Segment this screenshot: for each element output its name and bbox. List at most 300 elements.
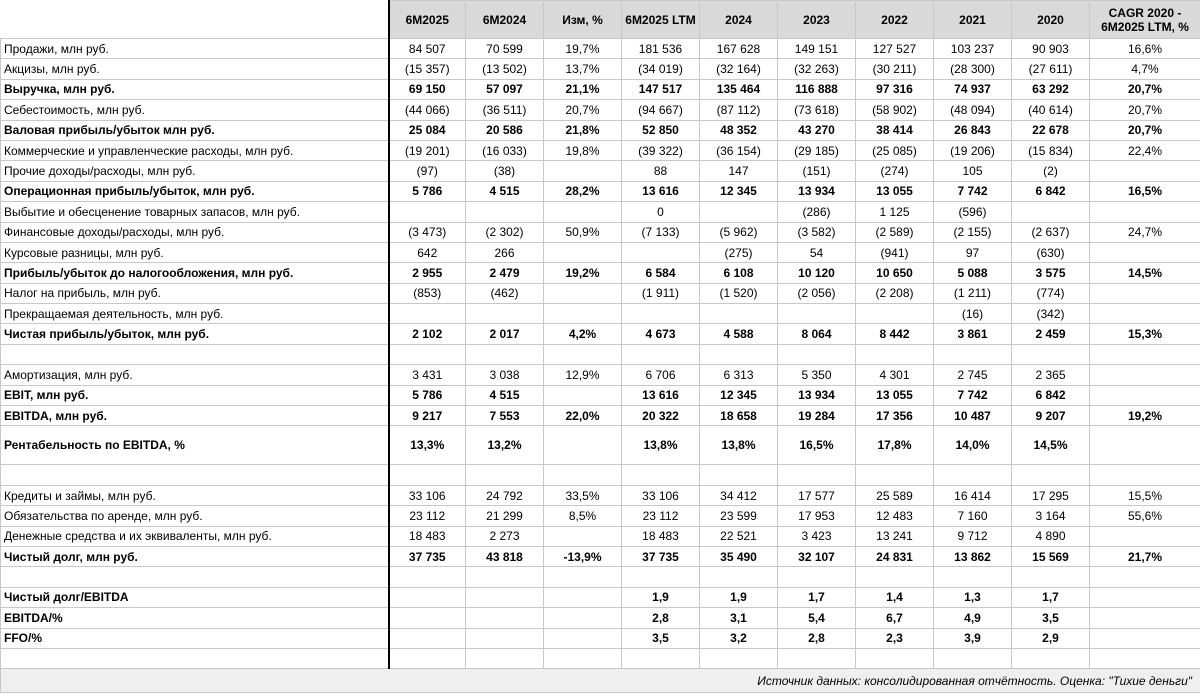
value-cell: [544, 385, 622, 405]
value-cell: 19,2%: [1090, 406, 1200, 426]
row-label: Операционная прибыль/убыток, млн руб.: [1, 181, 389, 201]
value-cell: 20,7%: [544, 100, 622, 120]
value-cell: [1090, 385, 1200, 405]
value-cell: [544, 202, 622, 222]
value-cell: 1,9: [622, 587, 700, 607]
empty-cell: [934, 465, 1012, 485]
value-cell: 17 577: [778, 485, 856, 505]
value-cell: 2 459: [1012, 324, 1090, 344]
value-cell: [466, 202, 544, 222]
value-cell: 266: [466, 242, 544, 262]
value-cell: [544, 526, 622, 546]
value-cell: [544, 161, 622, 181]
row-label: Прекращаемая деятельность, млн руб.: [1, 304, 389, 324]
value-cell: 63 292: [1012, 79, 1090, 99]
table-row: [1, 79, 1200, 99]
value-cell: (29 185): [778, 140, 856, 160]
value-cell: 14,5%: [1090, 263, 1200, 283]
value-cell: 33 106: [622, 485, 700, 505]
value-cell: 12 345: [700, 385, 778, 405]
value-cell: [466, 304, 544, 324]
empty-cell: [1012, 465, 1090, 485]
value-cell: [389, 202, 466, 222]
empty-cell: [466, 344, 544, 364]
value-cell: 13 934: [778, 385, 856, 405]
value-cell: (97): [389, 161, 466, 181]
value-cell: 2 273: [466, 526, 544, 546]
value-cell: 2 102: [389, 324, 466, 344]
empty-cell: [1090, 465, 1200, 485]
value-cell: (32 263): [778, 59, 856, 79]
empty-cell: [856, 465, 934, 485]
value-cell: [778, 304, 856, 324]
value-cell: (73 618): [778, 100, 856, 120]
value-cell: 43 270: [778, 120, 856, 140]
value-cell: (15 834): [1012, 140, 1090, 160]
value-cell: [544, 304, 622, 324]
value-cell: 3 423: [778, 526, 856, 546]
value-cell: (275): [700, 242, 778, 262]
value-cell: (36 511): [466, 100, 544, 120]
row-label: Кредиты и займы, млн руб.: [1, 485, 389, 505]
value-cell: 6 842: [1012, 385, 1090, 405]
value-cell: 8 442: [856, 324, 934, 344]
value-cell: 10 487: [934, 406, 1012, 426]
value-cell: (853): [389, 283, 466, 303]
value-cell: 149 151: [778, 39, 856, 59]
value-cell: 14,0%: [934, 426, 1012, 465]
value-cell: 13,8%: [622, 426, 700, 465]
value-cell: -13,9%: [544, 546, 622, 566]
column-header: 2024: [700, 1, 778, 39]
table-row: [1, 222, 1200, 242]
value-cell: (58 902): [856, 100, 934, 120]
table-row: [1, 304, 1200, 324]
empty-cell: [934, 567, 1012, 587]
value-cell: 2 479: [466, 263, 544, 283]
table-row: [1, 506, 1200, 526]
value-cell: (274): [856, 161, 934, 181]
value-cell: (30 211): [856, 59, 934, 79]
row-label: Чистый долг/EBITDA: [1, 587, 389, 607]
value-cell: 22 521: [700, 526, 778, 546]
table-row: [1, 202, 1200, 222]
column-header: 6M2024: [466, 1, 544, 39]
column-header: 2022: [856, 1, 934, 39]
value-cell: 5 786: [389, 181, 466, 201]
value-cell: [389, 628, 466, 648]
value-cell: 13,7%: [544, 59, 622, 79]
value-cell: 33 106: [389, 485, 466, 505]
empty-cell: [622, 344, 700, 364]
value-cell: 5,4: [778, 608, 856, 628]
value-cell: 23 599: [700, 506, 778, 526]
empty-cell: [1, 567, 389, 587]
value-cell: (2 637): [1012, 222, 1090, 242]
value-cell: 13,8%: [700, 426, 778, 465]
value-cell: 17 953: [778, 506, 856, 526]
table-row: [1, 608, 1200, 628]
value-cell: [389, 304, 466, 324]
table-row: [1, 283, 1200, 303]
value-cell: 15 569: [1012, 546, 1090, 566]
value-cell: (13 502): [466, 59, 544, 79]
value-cell: 13 862: [934, 546, 1012, 566]
value-cell: 135 464: [700, 79, 778, 99]
value-cell: [622, 242, 700, 262]
header-label-cell: [1, 1, 389, 39]
value-cell: 21,8%: [544, 120, 622, 140]
empty-cell: [622, 567, 700, 587]
empty-cell: [778, 567, 856, 587]
value-cell: 5 350: [778, 365, 856, 385]
empty-cell: [622, 465, 700, 485]
value-cell: 13 055: [856, 181, 934, 201]
value-cell: 25 084: [389, 120, 466, 140]
value-cell: (38): [466, 161, 544, 181]
empty-cell: [856, 648, 934, 668]
value-cell: 13,2%: [466, 426, 544, 465]
value-cell: (34 019): [622, 59, 700, 79]
value-cell: 181 536: [622, 39, 700, 59]
value-cell: (2): [1012, 161, 1090, 181]
value-cell: 55,6%: [1090, 506, 1200, 526]
value-cell: (2 155): [934, 222, 1012, 242]
value-cell: (630): [1012, 242, 1090, 262]
value-cell: 1,4: [856, 587, 934, 607]
value-cell: 4 515: [466, 385, 544, 405]
value-cell: (2 208): [856, 283, 934, 303]
value-cell: (3 582): [778, 222, 856, 242]
value-cell: [1090, 608, 1200, 628]
value-cell: (286): [778, 202, 856, 222]
value-cell: (39 322): [622, 140, 700, 160]
value-cell: [544, 608, 622, 628]
row-label: Прочие доходы/расходы, млн руб.: [1, 161, 389, 181]
row-label: EBITDA/%: [1, 608, 389, 628]
value-cell: 1,9: [700, 587, 778, 607]
value-cell: 97: [934, 242, 1012, 262]
value-cell: 2 745: [934, 365, 1012, 385]
value-cell: 17,8%: [856, 426, 934, 465]
value-cell: 4,9: [934, 608, 1012, 628]
value-cell: (44 066): [389, 100, 466, 120]
value-cell: 147: [700, 161, 778, 181]
value-cell: (5 962): [700, 222, 778, 242]
value-cell: [466, 608, 544, 628]
value-cell: [700, 304, 778, 324]
column-header: 6M2025 LTM: [622, 1, 700, 39]
value-cell: [466, 628, 544, 648]
value-cell: 12,9%: [544, 365, 622, 385]
value-cell: 20,7%: [1090, 100, 1200, 120]
empty-cell: [1012, 648, 1090, 668]
value-cell: 12 345: [700, 181, 778, 201]
value-cell: 0: [622, 202, 700, 222]
row-label: Чистая прибыль/убыток, млн руб.: [1, 324, 389, 344]
value-cell: 9 712: [934, 526, 1012, 546]
empty-cell: [544, 344, 622, 364]
value-cell: 18 483: [622, 526, 700, 546]
value-cell: 35 490: [700, 546, 778, 566]
value-cell: 48 352: [700, 120, 778, 140]
value-cell: [1090, 202, 1200, 222]
value-cell: 3,5: [1012, 608, 1090, 628]
empty-cell: [1, 465, 389, 485]
value-cell: 20 586: [466, 120, 544, 140]
value-cell: 69 150: [389, 79, 466, 99]
value-cell: 19,2%: [544, 263, 622, 283]
value-cell: [1090, 587, 1200, 607]
row-label: Обязательства по аренде, млн руб.: [1, 506, 389, 526]
value-cell: 5 786: [389, 385, 466, 405]
row-label: Выручка, млн руб.: [1, 79, 389, 99]
value-cell: (16): [934, 304, 1012, 324]
value-cell: [544, 587, 622, 607]
value-cell: 21 299: [466, 506, 544, 526]
value-cell: 34 412: [700, 485, 778, 505]
table-row: [1, 324, 1200, 344]
column-header: 2023: [778, 1, 856, 39]
value-cell: 23 112: [622, 506, 700, 526]
value-cell: (28 300): [934, 59, 1012, 79]
value-cell: 8,5%: [544, 506, 622, 526]
value-cell: [544, 426, 622, 465]
value-cell: (27 611): [1012, 59, 1090, 79]
value-cell: [1090, 628, 1200, 648]
value-cell: 25 589: [856, 485, 934, 505]
table-row: [1, 140, 1200, 160]
source-row: [1, 669, 1200, 693]
empty-cell: [778, 465, 856, 485]
value-cell: (342): [1012, 304, 1090, 324]
row-label: FFO/%: [1, 628, 389, 648]
value-cell: 15,5%: [1090, 485, 1200, 505]
table-row: [1, 39, 1200, 59]
table-row: [1, 181, 1200, 201]
value-cell: 33,5%: [544, 485, 622, 505]
value-cell: 642: [389, 242, 466, 262]
empty-cell: [778, 344, 856, 364]
table-header: [1, 1, 1200, 39]
value-cell: 70 599: [466, 39, 544, 59]
empty-cell: [544, 648, 622, 668]
value-cell: 17 295: [1012, 485, 1090, 505]
table-row: [1, 385, 1200, 405]
value-cell: 18 483: [389, 526, 466, 546]
value-cell: 4,7%: [1090, 59, 1200, 79]
value-cell: 16,6%: [1090, 39, 1200, 59]
value-cell: 6 108: [700, 263, 778, 283]
value-cell: 2,3: [856, 628, 934, 648]
value-cell: [1090, 365, 1200, 385]
value-cell: 12 483: [856, 506, 934, 526]
empty-cell: [700, 344, 778, 364]
empty-cell: [700, 465, 778, 485]
value-cell: (48 094): [934, 100, 1012, 120]
value-cell: 4 890: [1012, 526, 1090, 546]
value-cell: (941): [856, 242, 934, 262]
row-label: EBIT, млн руб.: [1, 385, 389, 405]
value-cell: 2,8: [778, 628, 856, 648]
value-cell: 24 831: [856, 546, 934, 566]
value-cell: 38 414: [856, 120, 934, 140]
value-cell: [1012, 202, 1090, 222]
value-cell: 5 088: [934, 263, 1012, 283]
value-cell: 28,2%: [544, 181, 622, 201]
table-row: [1, 120, 1200, 140]
value-cell: [1090, 242, 1200, 262]
value-cell: 3 431: [389, 365, 466, 385]
value-cell: (1 911): [622, 283, 700, 303]
value-cell: 16 414: [934, 485, 1012, 505]
row-label: Валовая прибыль/убыток млн руб.: [1, 120, 389, 140]
value-cell: 50,9%: [544, 222, 622, 242]
column-header: Изм, %: [544, 1, 622, 39]
row-label: Коммерческие и управленческие расходы, млн руб.: [1, 140, 389, 160]
value-cell: 2 365: [1012, 365, 1090, 385]
value-cell: 19,7%: [544, 39, 622, 59]
value-cell: 4 301: [856, 365, 934, 385]
value-cell: 1,3: [934, 587, 1012, 607]
value-cell: 16,5%: [1090, 181, 1200, 201]
value-cell: 20,7%: [1090, 79, 1200, 99]
value-cell: 88: [622, 161, 700, 181]
empty-cell: [389, 567, 466, 587]
value-cell: 18 658: [700, 406, 778, 426]
row-label: Продажи, млн руб.: [1, 39, 389, 59]
value-cell: (2 589): [856, 222, 934, 242]
value-cell: 167 628: [700, 39, 778, 59]
value-cell: 32 107: [778, 546, 856, 566]
row-label: Чистый долг, млн руб.: [1, 546, 389, 566]
value-cell: (774): [1012, 283, 1090, 303]
value-cell: 10 120: [778, 263, 856, 283]
value-cell: 6 584: [622, 263, 700, 283]
empty-cell: [1, 344, 389, 364]
value-cell: [622, 304, 700, 324]
table-row: [1, 587, 1200, 607]
spacer-row: [1, 648, 1200, 668]
value-cell: [1090, 526, 1200, 546]
empty-cell: [1, 648, 389, 668]
value-cell: 13 616: [622, 385, 700, 405]
value-cell: (3 473): [389, 222, 466, 242]
value-cell: [544, 283, 622, 303]
empty-cell: [934, 648, 1012, 668]
row-label: Прибыль/убыток до налогообложения, млн руб.: [1, 263, 389, 283]
value-cell: 16,5%: [778, 426, 856, 465]
value-cell: (19 201): [389, 140, 466, 160]
table-row: [1, 406, 1200, 426]
value-cell: 3,5: [622, 628, 700, 648]
value-cell: 13 934: [778, 181, 856, 201]
value-cell: (1 211): [934, 283, 1012, 303]
row-label: Акцизы, млн руб.: [1, 59, 389, 79]
value-cell: 7 553: [466, 406, 544, 426]
value-cell: 1,7: [778, 587, 856, 607]
empty-cell: [389, 465, 466, 485]
value-cell: 37 735: [389, 546, 466, 566]
value-cell: 57 097: [466, 79, 544, 99]
value-cell: 24,7%: [1090, 222, 1200, 242]
value-cell: 13 055: [856, 385, 934, 405]
value-cell: 97 316: [856, 79, 934, 99]
row-label: Финансовые доходы/расходы, млн руб.: [1, 222, 389, 242]
empty-cell: [856, 344, 934, 364]
value-cell: 13,3%: [389, 426, 466, 465]
value-cell: 37 735: [622, 546, 700, 566]
value-cell: 4 673: [622, 324, 700, 344]
value-cell: 20,7%: [1090, 120, 1200, 140]
value-cell: [389, 608, 466, 628]
empty-cell: [856, 567, 934, 587]
row-label: Курсовые разницы, млн руб.: [1, 242, 389, 262]
value-cell: 2 955: [389, 263, 466, 283]
empty-cell: [466, 465, 544, 485]
value-cell: 3,1: [700, 608, 778, 628]
value-cell: [389, 587, 466, 607]
empty-cell: [544, 567, 622, 587]
table-row: [1, 628, 1200, 648]
row-label: Себестоимость, млн руб.: [1, 100, 389, 120]
table-row: [1, 526, 1200, 546]
value-cell: 8 064: [778, 324, 856, 344]
value-cell: (94 667): [622, 100, 700, 120]
row-label: Выбытие и обесценение товарных запасов, млн руб.: [1, 202, 389, 222]
row-label: EBITDA, млн руб.: [1, 406, 389, 426]
table-row: [1, 365, 1200, 385]
value-cell: 4,2%: [544, 324, 622, 344]
row-label: Денежные средства и их эквиваленты, млн руб.: [1, 526, 389, 546]
value-cell: (462): [466, 283, 544, 303]
value-cell: 19 284: [778, 406, 856, 426]
source-note: Источник данных: консолидированная отчётность. Оценка: "Тихие деньги": [1, 669, 1200, 693]
value-cell: 14,5%: [1012, 426, 1090, 465]
empty-cell: [1090, 344, 1200, 364]
value-cell: 17 356: [856, 406, 934, 426]
value-cell: (7 133): [622, 222, 700, 242]
value-cell: 6,7: [856, 608, 934, 628]
column-header: CAGR 2020 - 6M2025 LTM, %: [1090, 1, 1200, 39]
value-cell: 9 207: [1012, 406, 1090, 426]
value-cell: (25 085): [856, 140, 934, 160]
value-cell: 3 038: [466, 365, 544, 385]
table-row: [1, 485, 1200, 505]
value-cell: 21,7%: [1090, 546, 1200, 566]
table-row: [1, 546, 1200, 566]
value-cell: 9 217: [389, 406, 466, 426]
value-cell: 20 322: [622, 406, 700, 426]
table-row: [1, 426, 1200, 465]
value-cell: 13 616: [622, 181, 700, 201]
row-label: Налог на прибыль, млн руб.: [1, 283, 389, 303]
value-cell: 4 588: [700, 324, 778, 344]
column-header: 2021: [934, 1, 1012, 39]
value-cell: 90 903: [1012, 39, 1090, 59]
spacer-row: [1, 567, 1200, 587]
value-cell: 2 017: [466, 324, 544, 344]
value-cell: 3 164: [1012, 506, 1090, 526]
empty-cell: [622, 648, 700, 668]
value-cell: 19,8%: [544, 140, 622, 160]
value-cell: (2 056): [778, 283, 856, 303]
empty-cell: [1090, 648, 1200, 668]
empty-cell: [934, 344, 1012, 364]
value-cell: 26 843: [934, 120, 1012, 140]
value-cell: [1090, 426, 1200, 465]
value-cell: 13 241: [856, 526, 934, 546]
